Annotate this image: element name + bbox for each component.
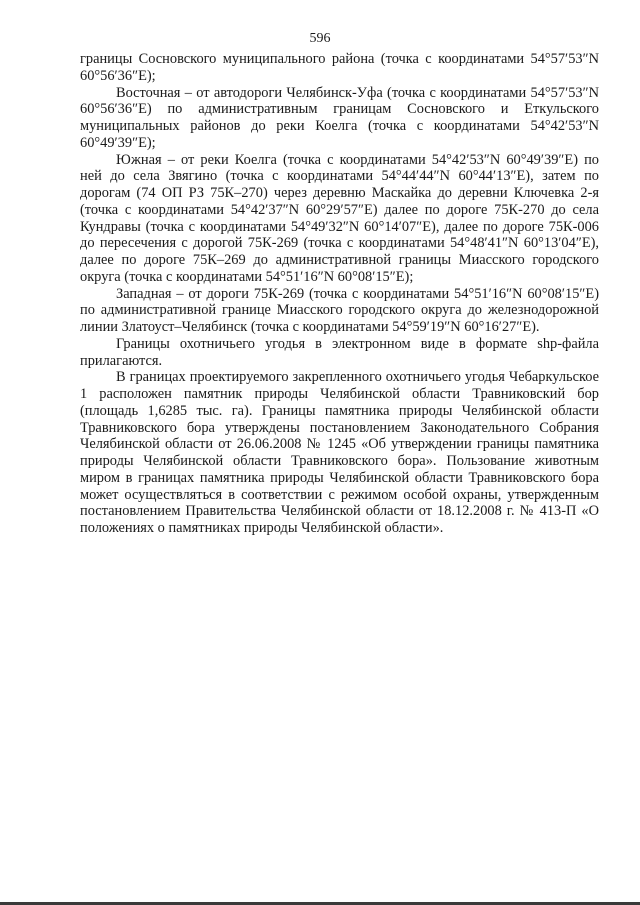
paragraph-east-boundary: Восточная – от автодороги Челябинск-Уфа (точка с координатами 54°57′53″N 60°56′36″E) по административным границам Сосновского и Еткульского муниципальных районов до реки Коелга (точка с координатами 54°42′53″N 60°49′39″E); [80,84,599,151]
document-body [80,51,599,537]
paragraph-west-boundary: Западная – от дороги 75К-269 (точка с координатами 54°51′16″N 60°08′15″E) по административной границе Миасского городского округа до железнодорожной линии Златоуст–Челябинск (точка с координатами 54°59′19″N 60°16′27″E). [80,285,599,335]
paragraph-south-boundary: Южная – от реки Коелга (точка с координатами 54°42′53″N 60°49′39″E) по ней до села Звягино (точка с координатами 54°44′44″N 60°44′13″E), затем по дорогам (74 ОП РЗ 75К–270) через деревню Маскайка до деревни Ключевка 2-я (точка с координатами 54°42′37″N 60°29′57″E) далее по дороге 75К-270 до села Кундравы (точка с координатами 54°49′32″N 60°14′07″E), далее по дороге 75К-006 до пересечения с дорогой 75К-269 (точка с координатами 54°48′41″N 60°13′04″E), далее по дороге 75К–269 до административной границы Миасского городского округа (точка с координатами 54°51′16″N 60°08′15″E); [80,151,599,285]
page-number: 596 [309,31,331,46]
paragraph-north-boundary-end: границы Сосновского муниципального района (точка с координатами 54°57′53″N 60°56′36″E); [80,51,599,84]
paragraph-shp-file-note: Границы охотничьего угодья в электронном виде в формате shp-файла прилагаются. [80,335,599,369]
paragraph-nature-monument: В границах проектируемого закрепленного охотничьего угодья Чебаркульское 1 расположен памятник природы Челябинской области Травниковский бор (площадь 1,6285 тыс. га). Границы памятника природы Челябинской области Травниковского бора утверждены постановлением Законодательного Собрания Челябинской области от 26.06.2008 № 1245 «Об утверждении границы памятника природы Челябинской области Травниковского бора». Пользование животным миром в границах памятника природы Челябинской области Травниковского бора может осуществляться в соответствии с режимом особой охраны, утвержденным постановлением Правительства Челябинской области от 18.12.2008 г. № 413-П «О положениях о памятниках природы Челябинской области». [80,369,599,536]
